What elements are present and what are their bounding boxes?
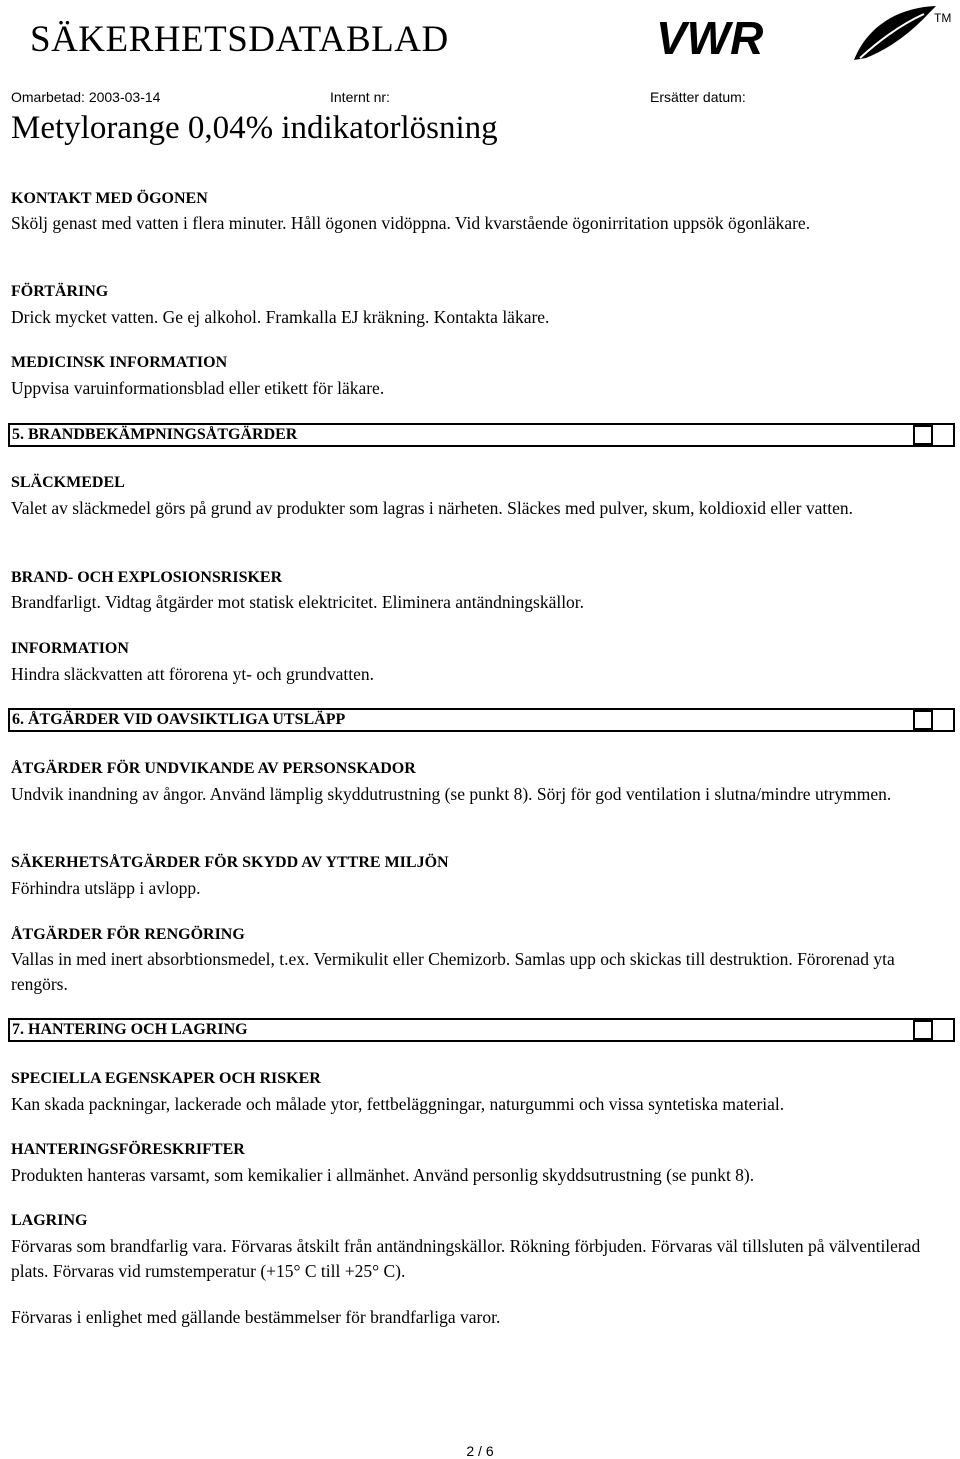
trademark-mark: TM (934, 11, 952, 25)
fire-hazards-text: Brandfarligt. Vidtag åtgärder mot statisk elektricitet. Eliminera antändningskällor. (11, 592, 585, 612)
extinguishing-media-text: Valet av släckmedel görs på grund av produkter som lagras i närheten. Släckes med pulver, skum, koldioxid eller vatten. (11, 498, 853, 518)
fire-hazards-heading: BRAND- OCH EXPLOSIONSRISKER (11, 569, 283, 586)
document-title: SÄKERHETSDATABLAD (30, 19, 449, 60)
medical-info-heading: MEDICINSK INFORMATION (11, 354, 228, 371)
section-5-title: 5. BRANDBEKÄMPNINGSÅTGÄRDER (12, 426, 298, 443)
section-5-header (8, 423, 955, 447)
section-6-header (8, 708, 955, 732)
section-7-title: 7. HANTERING OCH LAGRING (12, 1021, 248, 1038)
storage-note: Förvaras i enlighet med gällande bestämmelser för brandfarliga varor. (11, 1307, 501, 1327)
handling-heading: HANTERINGSFÖRESKRIFTER (11, 1141, 245, 1158)
section-7-checkbox[interactable] (913, 1020, 933, 1040)
eye-contact-text: Skölj genast med vatten i flera minuter. Håll ögonen vidöppna. Vid kvarstående ögonirritation uppsök ögonläkare. (11, 213, 811, 233)
internal-number: Internt nr: (330, 89, 390, 105)
fire-info-text: Hindra släckvatten att förorena yt- och grundvatten. (11, 664, 374, 684)
eye-contact-heading: KONTAKT MED ÖGONEN (11, 190, 208, 207)
section-7-header (8, 1018, 955, 1042)
section-6-checkbox[interactable] (913, 710, 933, 730)
section-5-checkbox[interactable] (913, 425, 933, 445)
cleanup-text: Vallas in med inert absorbtionsmedel, t.ex. Vermikulit eller Chemizorb. Samlas upp och skickas till destruktion. Förorenad yta rengörs. (11, 949, 895, 994)
vwr-logo (654, 2, 954, 64)
fire-info-heading: INFORMATION (11, 640, 129, 657)
storage-text: Förvaras som brandfarlig vara. Förvaras åtskilt från antändningskällor. Rökning förbjuden. Förvaras väl tillsluten på välventilerad plats. Förvaras vid rumstemperatur (+15° C till +25° C). (11, 1236, 921, 1281)
ingestion-text: Drick mycket vatten. Ge ej alkohol. Framkalla EJ kräkning. Kontakta läkare. (11, 307, 550, 327)
logo-text: VWR (656, 12, 764, 64)
revised-date: Omarbetad: 2003-03-14 (11, 89, 161, 105)
product-name: Metylorange 0,04% indikatorlösning (11, 110, 498, 146)
cleanup-heading: ÅTGÄRDER FÖR RENGÖRING (11, 926, 245, 943)
ingestion-heading: FÖRTÄRING (11, 283, 109, 300)
handling-text: Produkten hanteras varsamt, som kemikalier i allmänhet. Använd personlig skyddsutrustning (se punkt 8). (11, 1165, 755, 1185)
replaces-date: Ersätter datum: (650, 89, 746, 105)
section-6-title: 6. ÅTGÄRDER VID OAVSIKTLIGA UTSLÄPP (12, 711, 346, 728)
extinguishing-media-heading: SLÄCKMEDEL (11, 474, 125, 491)
medical-info-text: Uppvisa varuinformationsblad eller etikett för läkare. (11, 378, 385, 398)
storage-heading: LAGRING (11, 1212, 88, 1229)
special-properties-text: Kan skada packningar, lackerade och målade ytor, fettbeläggningar, naturgummi och vissa syntetiska material. (11, 1094, 785, 1114)
environmental-precautions-text: Förhindra utsläpp i avlopp. (11, 878, 201, 898)
page-number: 2 / 6 (466, 1443, 494, 1459)
personal-precautions-heading: ÅTGÄRDER FÖR UNDVIKANDE AV PERSONSKADOR (11, 760, 416, 777)
special-properties-heading: SPECIELLA EGENSKAPER OCH RISKER (11, 1070, 321, 1087)
environmental-precautions-heading: SÄKERHETSÅTGÄRDER FÖR SKYDD AV YTTRE MILJÖN (11, 854, 449, 871)
personal-precautions-text: Undvik inandning av ångor. Använd lämplig skyddutrustning (se punkt 8). Sörj för god ventilation i slutna/mindre utrymmen. (11, 784, 892, 804)
